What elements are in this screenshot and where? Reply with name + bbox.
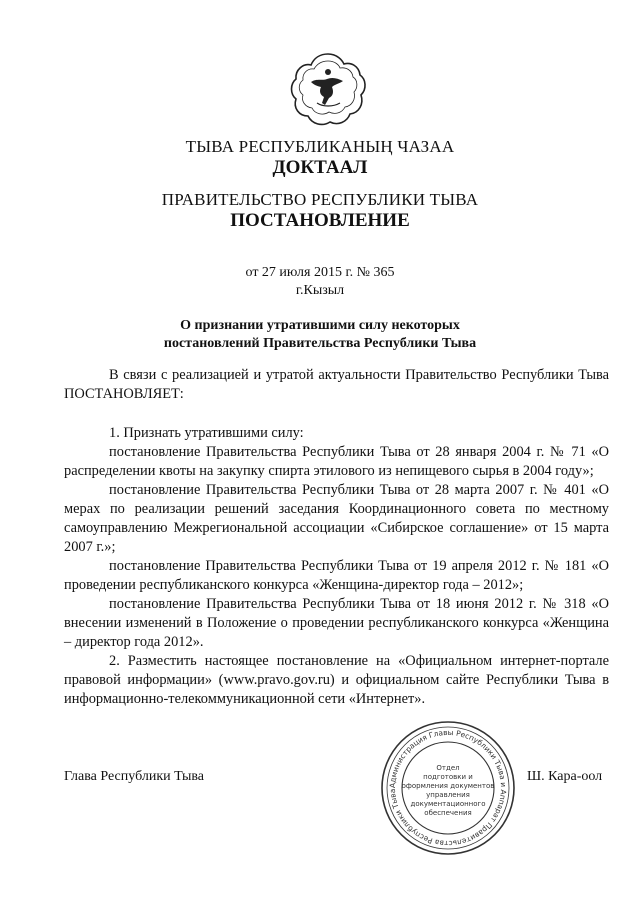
- document-title: [100, 317, 540, 353]
- item-1-resolution-a: постановление Правительства Республики Тыва от 28 января 2004 г. № 71 «О распределении квоты на закупку спирта этилового из непищевого сырья в 2004 году»;: [64, 444, 609, 479]
- document-title-line: постановлений Правительства Республики Тыва: [163, 336, 477, 351]
- official-seal: [378, 718, 518, 858]
- intro-paragraph: В связи с реализацией и утратой актуальности Правительство Республики Тыва ПОСТАНОВЛЯЕТ:: [64, 367, 609, 402]
- document-title-line: О признании утратившими силу некоторых: [180, 318, 460, 333]
- seal-center-line: обеспечения: [424, 809, 472, 817]
- tyva-emblem-icon: [287, 48, 369, 130]
- item-1-resolution-d: постановление Правительства Республики Тыва от 18 июня 2012 г. № 318 «О внесении изменений в Положение о проведении республиканского конкурса «Женщина – директор года 2012».: [64, 596, 609, 650]
- signatory-name: Ш. Кара-оол: [527, 769, 603, 784]
- item-2-paragraph: 2. Разместить настоящее постановление на «Официальном интернет-портале правовой информации» (www.pravo.gov.ru) и официальном сайте Республики Тыва в информационно-телекоммуникационной сети «Интернет».: [64, 653, 609, 707]
- seal-ring-text: Администрация Главы Республики Тыва и Аппарат Правительства Республики Тыва: [387, 727, 509, 849]
- document-body: [64, 366, 609, 709]
- item-1-heading: 1. Признать утратившими силу:: [109, 425, 304, 441]
- item-1-resolution-c: постановление Правительства Республики Тыва от 19 апреля 2012 г. № 181 «О проведении республиканского конкурса «Женщина-директор года – 2012»;: [64, 558, 609, 593]
- document-city: г.Кызыл: [295, 283, 345, 298]
- item-1-resolution-b: постановление Правительства Республики Тыва от 28 марта 2007 г. № 401 «О мерах по реализации решений заседания Координационного совета по местному самоуправлению Межрегиональной ассоциации «Сибирское соглашение» от 15 марта 2007 г.»;: [64, 482, 609, 555]
- seal-center-line: подготовки и: [423, 773, 473, 781]
- republic-name-russian: ПРАВИТЕЛЬСТВО РЕСПУБЛИКИ ТЫВА: [161, 190, 479, 209]
- seal-center-line: Отдел: [436, 764, 460, 772]
- seal-center-line: оформления документов: [401, 782, 495, 790]
- document-type-russian: ПОСТАНОВЛЕНИЕ: [230, 210, 410, 231]
- seal-center-line: документационного: [410, 800, 486, 808]
- seal-center-line: управления: [426, 791, 470, 799]
- document-type-tyvan: ДОКТААЛ: [272, 157, 368, 178]
- document-date-number: от 27 июля 2015 г. № 365: [245, 265, 395, 280]
- republic-name-tyvan: ТЫВА РЕСПУБЛИКАНЫҢ ЧАЗАА: [185, 137, 455, 156]
- signatory-position: Глава Республики Тыва: [64, 769, 205, 784]
